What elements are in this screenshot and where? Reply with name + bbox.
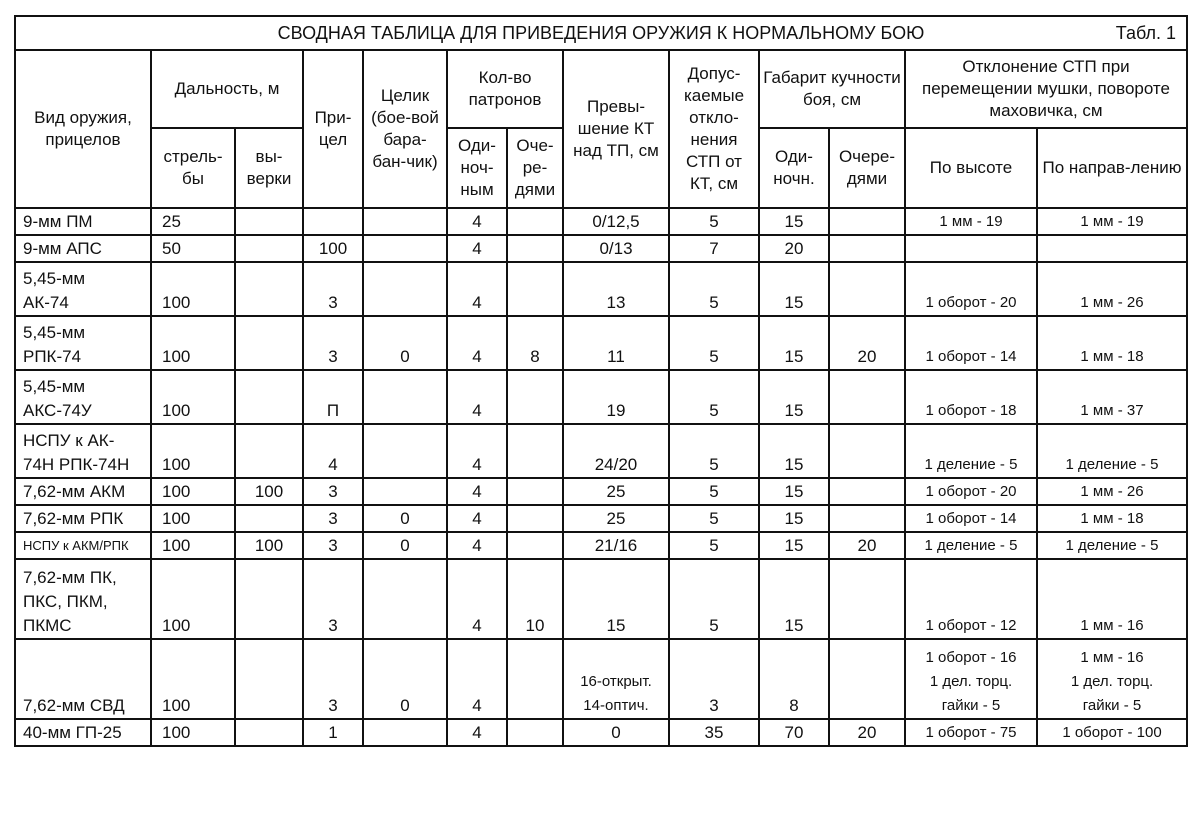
cell-g-burst [829, 424, 905, 478]
cell-shoot: 25 [151, 208, 235, 235]
cell-shoot: 100 [151, 316, 235, 370]
header-shift-height: По высоте [905, 128, 1037, 208]
cell-target: 0 [363, 505, 447, 532]
cell-g-burst [829, 208, 905, 235]
cell-target: 0 [363, 316, 447, 370]
cell-check [235, 370, 303, 424]
cell-excess: 0/12,5 [563, 208, 669, 235]
table-body [15, 208, 1187, 746]
table-row [15, 505, 1187, 532]
cell-sight: 3 [303, 478, 363, 505]
cell-height: 1 оборот - 20 [905, 262, 1037, 316]
cell-deviation: 35 [669, 719, 759, 746]
table-number: Табл. 1 [1115, 23, 1176, 43]
header-range-shoot: стрель-бы [151, 128, 235, 208]
cell-shoot: 100 [151, 719, 235, 746]
cell-check: 100 [235, 532, 303, 559]
cell-height: 1 оборот - 16 1 дел. торц. гайки - 5 [905, 639, 1037, 719]
header-deviation: Допус-каемые откло-нения СТП от КТ, см [669, 50, 759, 208]
cell-weapon: 7,62-мм РПК [15, 505, 151, 532]
cell-g-single: 15 [759, 478, 829, 505]
cell-height: 1 оборот - 12 [905, 559, 1037, 639]
cell-deviation: 5 [669, 559, 759, 639]
cell-excess: 24/20 [563, 424, 669, 478]
cell-burst [507, 262, 563, 316]
cell-g-single: 15 [759, 262, 829, 316]
cell-weapon: 7,62-мм СВД [15, 639, 151, 719]
cell-check: 100 [235, 478, 303, 505]
cell-g-single: 15 [759, 505, 829, 532]
cell-single: 4 [447, 532, 507, 559]
table-row [15, 559, 1187, 639]
cell-single: 4 [447, 370, 507, 424]
cell-direction: 1 деление - 5 [1037, 424, 1187, 478]
title-cell [15, 16, 1187, 50]
header-sight: При-цел [303, 50, 363, 208]
header-row-1 [15, 50, 1187, 128]
header-rounds-single: Оди-ноч-ным [447, 128, 507, 208]
cell-g-burst [829, 370, 905, 424]
cell-target: 0 [363, 532, 447, 559]
header-range-check: вы-верки [235, 128, 303, 208]
cell-g-single: 70 [759, 719, 829, 746]
cell-burst [507, 505, 563, 532]
cell-burst [507, 424, 563, 478]
cell-height [905, 235, 1037, 262]
cell-sight: 3 [303, 316, 363, 370]
cell-sight: 100 [303, 235, 363, 262]
cell-weapon: 7,62-мм АКМ [15, 478, 151, 505]
document-page [14, 15, 1188, 747]
cell-target [363, 478, 447, 505]
cell-weapon: 5,45-мм АКС-74У [15, 370, 151, 424]
cell-burst [507, 370, 563, 424]
cell-check [235, 639, 303, 719]
table-row [15, 424, 1187, 478]
table-row [15, 208, 1187, 235]
cell-deviation: 5 [669, 370, 759, 424]
cell-g-single: 15 [759, 370, 829, 424]
cell-sight: П [303, 370, 363, 424]
cell-height: 1 деление - 5 [905, 424, 1037, 478]
cell-weapon: НСПУ к АК- 74Н РПК-74Н [15, 424, 151, 478]
header-group-single: Оди-ночн. [759, 128, 829, 208]
table-title: СВОДНАЯ ТАБЛИЦА ДЛЯ ПРИВЕДЕНИЯ ОРУЖИЯ К НОРМАЛЬНОМУ БОЮ [277, 23, 925, 43]
cell-target [363, 235, 447, 262]
cell-target [363, 559, 447, 639]
header-rounds-burst: Оче-ре-дями [507, 128, 563, 208]
cell-height: 1 оборот - 18 [905, 370, 1037, 424]
cell-weapon: НСПУ к АКМ/РПК [15, 532, 151, 559]
table-row [15, 532, 1187, 559]
cell-single: 4 [447, 559, 507, 639]
header-shift-direction: По направ-лению [1037, 128, 1187, 208]
cell-deviation: 5 [669, 208, 759, 235]
header-range: Дальность, м [151, 50, 303, 128]
cell-deviation: 5 [669, 532, 759, 559]
cell-sight: 3 [303, 262, 363, 316]
cell-shoot: 100 [151, 639, 235, 719]
title-row [15, 16, 1187, 50]
cell-target [363, 424, 447, 478]
cell-burst [507, 719, 563, 746]
cell-excess: 21/16 [563, 532, 669, 559]
cell-direction: 1 мм - 18 [1037, 316, 1187, 370]
cell-single: 4 [447, 639, 507, 719]
cell-direction [1037, 235, 1187, 262]
cell-deviation: 5 [669, 478, 759, 505]
cell-weapon: 5,45-мм РПК-74 [15, 316, 151, 370]
cell-direction: 1 оборот - 100 [1037, 719, 1187, 746]
cell-shoot: 100 [151, 370, 235, 424]
cell-direction: 1 мм - 16 1 дел. торц. гайки - 5 [1037, 639, 1187, 719]
header-group: Габарит кучности боя, см [759, 50, 905, 128]
cell-weapon: 5,45-мм АК-74 [15, 262, 151, 316]
cell-direction: 1 мм - 19 [1037, 208, 1187, 235]
cell-g-burst [829, 262, 905, 316]
cell-g-burst: 20 [829, 316, 905, 370]
cell-height: 1 оборот - 14 [905, 316, 1037, 370]
table-row [15, 478, 1187, 505]
cell-g-burst [829, 478, 905, 505]
cell-deviation: 7 [669, 235, 759, 262]
cell-weapon: 9-мм ПМ [15, 208, 151, 235]
header-target: Целик (бое-вой бара-бан-чик) [363, 50, 447, 208]
cell-g-burst: 20 [829, 719, 905, 746]
cell-single: 4 [447, 719, 507, 746]
cell-check [235, 424, 303, 478]
cell-g-burst [829, 505, 905, 532]
cell-target [363, 719, 447, 746]
cell-burst: 8 [507, 316, 563, 370]
cell-excess: 25 [563, 505, 669, 532]
cell-excess: 13 [563, 262, 669, 316]
cell-excess: 25 [563, 478, 669, 505]
cell-check [235, 316, 303, 370]
cell-burst [507, 639, 563, 719]
cell-burst [507, 532, 563, 559]
table-row [15, 262, 1187, 316]
cell-shoot: 50 [151, 235, 235, 262]
cell-excess: 11 [563, 316, 669, 370]
cell-direction: 1 мм - 26 [1037, 478, 1187, 505]
cell-height: 1 оборот - 75 [905, 719, 1037, 746]
cell-sight: 3 [303, 639, 363, 719]
cell-burst [507, 208, 563, 235]
header-excess: Превы-шение КТ над ТП, см [563, 50, 669, 208]
cell-burst: 10 [507, 559, 563, 639]
cell-g-single: 15 [759, 208, 829, 235]
cell-target: 0 [363, 639, 447, 719]
header-rounds: Кол-во патронов [447, 50, 563, 128]
cell-shoot: 100 [151, 559, 235, 639]
cell-burst [507, 478, 563, 505]
cell-single: 4 [447, 262, 507, 316]
table-row [15, 370, 1187, 424]
cell-shoot: 100 [151, 532, 235, 559]
cell-height: 1 оборот - 14 [905, 505, 1037, 532]
cell-deviation: 3 [669, 639, 759, 719]
summary-table [14, 15, 1188, 747]
cell-height: 1 деление - 5 [905, 532, 1037, 559]
cell-g-burst: 20 [829, 532, 905, 559]
cell-check [235, 505, 303, 532]
cell-sight [303, 208, 363, 235]
cell-weapon: 9-мм АПС [15, 235, 151, 262]
cell-shoot: 100 [151, 505, 235, 532]
cell-sight: 3 [303, 505, 363, 532]
cell-check [235, 719, 303, 746]
cell-target [363, 262, 447, 316]
cell-deviation: 5 [669, 316, 759, 370]
cell-g-burst [829, 559, 905, 639]
cell-shoot: 100 [151, 478, 235, 505]
cell-g-burst [829, 235, 905, 262]
cell-single: 4 [447, 316, 507, 370]
header-group-burst: Очере-дями [829, 128, 905, 208]
cell-direction: 1 мм - 37 [1037, 370, 1187, 424]
cell-shoot: 100 [151, 424, 235, 478]
cell-height: 1 оборот - 20 [905, 478, 1037, 505]
cell-g-single: 15 [759, 316, 829, 370]
cell-excess: 15 [563, 559, 669, 639]
cell-g-single: 20 [759, 235, 829, 262]
cell-check [235, 559, 303, 639]
cell-g-single: 15 [759, 424, 829, 478]
cell-deviation: 5 [669, 505, 759, 532]
cell-excess: 16-открыт. 14-оптич. [563, 639, 669, 719]
cell-excess: 19 [563, 370, 669, 424]
table-row [15, 719, 1187, 746]
cell-g-single: 15 [759, 559, 829, 639]
table-row [15, 235, 1187, 262]
cell-burst [507, 235, 563, 262]
cell-height: 1 мм - 19 [905, 208, 1037, 235]
cell-sight: 1 [303, 719, 363, 746]
cell-excess: 0/13 [563, 235, 669, 262]
cell-direction: 1 мм - 16 [1037, 559, 1187, 639]
cell-deviation: 5 [669, 424, 759, 478]
cell-excess: 0 [563, 719, 669, 746]
header-weapon: Вид оружия, прицелов [15, 50, 151, 208]
cell-single: 4 [447, 478, 507, 505]
cell-g-single: 15 [759, 532, 829, 559]
cell-direction: 1 деление - 5 [1037, 532, 1187, 559]
cell-target [363, 370, 447, 424]
cell-single: 4 [447, 235, 507, 262]
cell-check [235, 208, 303, 235]
header-shift: Отклонение СТП при перемещении мушки, повороте маховичка, см [905, 50, 1187, 128]
cell-shoot: 100 [151, 262, 235, 316]
table-row [15, 316, 1187, 370]
cell-sight: 3 [303, 559, 363, 639]
cell-single: 4 [447, 505, 507, 532]
table-row [15, 639, 1187, 719]
cell-single: 4 [447, 424, 507, 478]
cell-direction: 1 мм - 18 [1037, 505, 1187, 532]
cell-weapon: 40-мм ГП-25 [15, 719, 151, 746]
cell-check [235, 262, 303, 316]
cell-single: 4 [447, 208, 507, 235]
cell-g-burst [829, 639, 905, 719]
cell-weapon: 7,62-мм ПК, ПКС, ПКМ, ПКМС [15, 559, 151, 639]
cell-deviation: 5 [669, 262, 759, 316]
cell-sight: 4 [303, 424, 363, 478]
cell-check [235, 235, 303, 262]
cell-direction: 1 мм - 26 [1037, 262, 1187, 316]
cell-g-single: 8 [759, 639, 829, 719]
cell-target [363, 208, 447, 235]
cell-sight: 3 [303, 532, 363, 559]
